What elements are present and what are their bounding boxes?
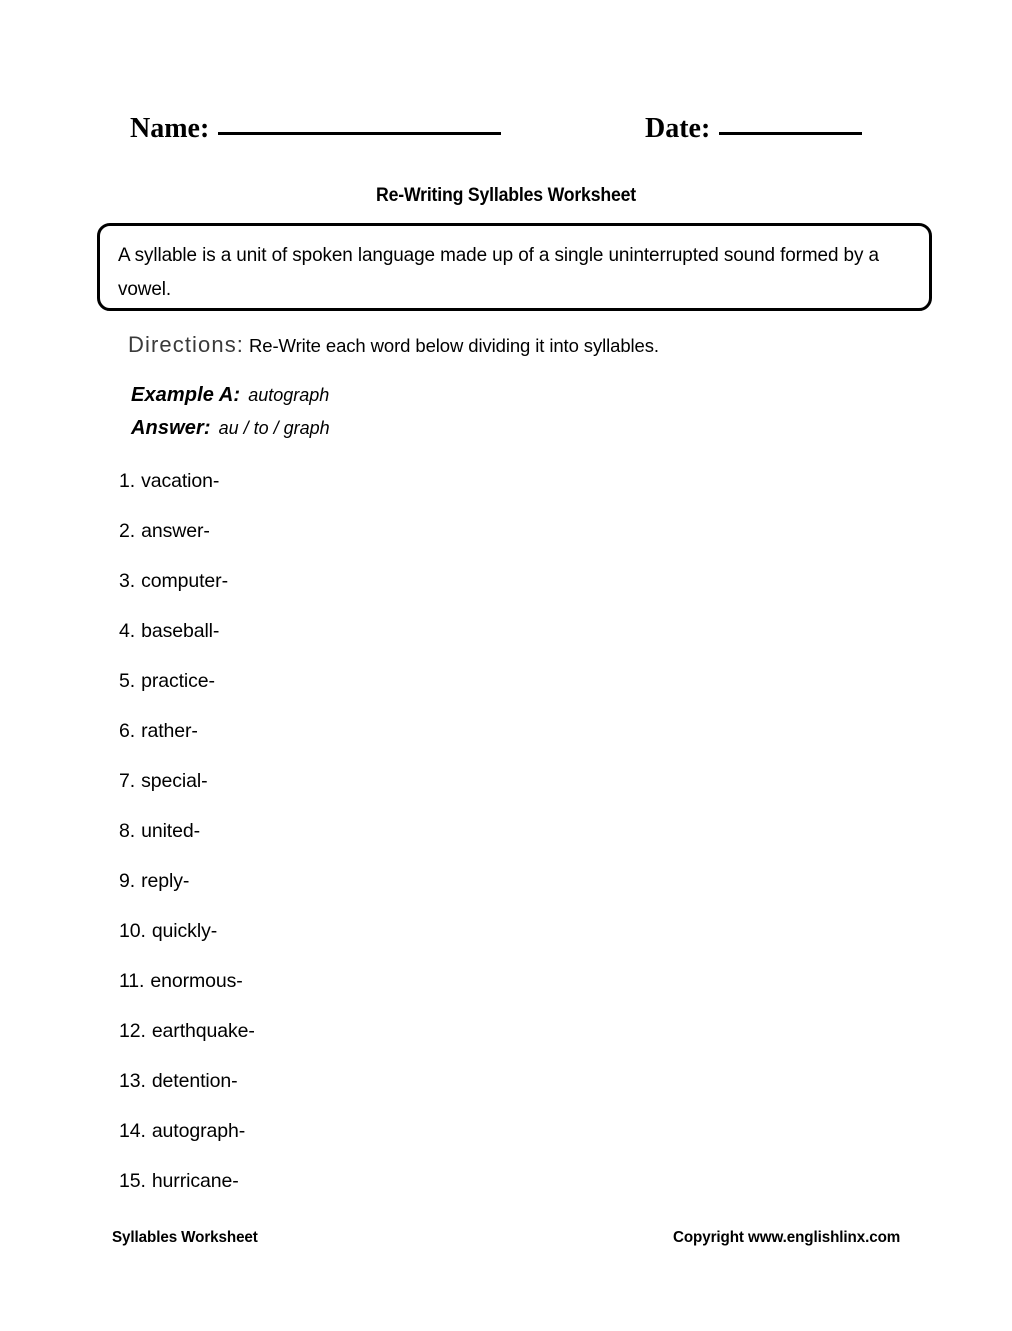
example-label: Example A: bbox=[131, 384, 241, 406]
page-title: Re-Writing Syllables Worksheet bbox=[376, 185, 636, 206]
date-field-group bbox=[645, 113, 862, 145]
definition-text: A syllable is a unit of spoken language made up of a single uninterrupted sound formed by a vowel. bbox=[118, 244, 879, 300]
word-text: enormous- bbox=[150, 970, 243, 992]
word-index: 15. bbox=[119, 1170, 146, 1192]
word-text: quickly- bbox=[151, 920, 218, 942]
word-text: autograph- bbox=[151, 1120, 246, 1142]
list-item[interactable] bbox=[119, 518, 719, 568]
footer-worksheet-name: Syllables Worksheet bbox=[112, 1229, 258, 1246]
word-text: answer- bbox=[141, 520, 210, 542]
word-index: 6. bbox=[119, 720, 136, 742]
word-index: 2. bbox=[119, 520, 136, 542]
list-item[interactable] bbox=[119, 768, 719, 818]
word-text: earthquake- bbox=[151, 1020, 255, 1042]
example-row bbox=[131, 382, 329, 408]
list-item[interactable] bbox=[119, 1118, 719, 1168]
word-text: detention- bbox=[151, 1070, 238, 1092]
directions-label: Directions: bbox=[128, 332, 245, 357]
list-item[interactable] bbox=[119, 618, 719, 668]
word-index: 4. bbox=[119, 620, 136, 642]
example-value: autograph bbox=[248, 385, 330, 405]
list-item[interactable] bbox=[119, 868, 719, 918]
list-item[interactable] bbox=[119, 668, 719, 718]
word-list bbox=[119, 468, 719, 1218]
list-item[interactable] bbox=[119, 818, 719, 868]
word-text: baseball- bbox=[141, 620, 220, 642]
list-item[interactable] bbox=[119, 1168, 719, 1218]
answer-label: Answer: bbox=[131, 417, 211, 439]
word-text: reply- bbox=[141, 870, 190, 892]
word-text: hurricane- bbox=[151, 1170, 239, 1192]
word-index: 8. bbox=[119, 820, 136, 842]
list-item[interactable] bbox=[119, 468, 719, 518]
word-index: 1. bbox=[119, 470, 136, 492]
list-item[interactable] bbox=[119, 568, 719, 618]
word-index: 9. bbox=[119, 870, 136, 892]
footer-copyright: Copyright www.englishlinx.com bbox=[672, 1229, 900, 1246]
word-index: 11. bbox=[119, 970, 145, 992]
directions-row bbox=[128, 332, 659, 359]
word-text: vacation- bbox=[141, 470, 220, 492]
word-text: practice- bbox=[141, 670, 215, 692]
name-label: Name: bbox=[130, 113, 210, 144]
word-index: 10. bbox=[119, 920, 146, 942]
word-index: 7. bbox=[119, 770, 136, 792]
name-field-group bbox=[130, 113, 501, 145]
definition-box bbox=[97, 223, 932, 311]
list-item[interactable] bbox=[119, 1018, 719, 1068]
word-text: rather- bbox=[141, 720, 198, 742]
list-item[interactable] bbox=[119, 1068, 719, 1118]
answer-row bbox=[131, 415, 330, 441]
list-item[interactable] bbox=[119, 918, 719, 968]
word-text: united- bbox=[141, 820, 201, 842]
word-text: special- bbox=[141, 770, 208, 792]
answer-value: au / to / graph bbox=[218, 418, 330, 438]
name-write-line[interactable] bbox=[218, 132, 501, 135]
list-item[interactable] bbox=[119, 968, 719, 1018]
header-row bbox=[0, 113, 1012, 159]
word-index: 12. bbox=[119, 1020, 146, 1042]
date-label: Date: bbox=[645, 113, 711, 144]
list-item[interactable] bbox=[119, 718, 719, 768]
word-index: 3. bbox=[119, 570, 136, 592]
word-index: 5. bbox=[119, 670, 136, 692]
word-index: 14. bbox=[119, 1120, 146, 1142]
directions-text: Re-Write each word below dividing it into syllables. bbox=[249, 335, 659, 356]
footer bbox=[0, 1228, 1012, 1254]
word-index: 13. bbox=[119, 1070, 146, 1092]
date-write-line[interactable] bbox=[719, 132, 862, 135]
word-text: computer- bbox=[141, 570, 228, 592]
